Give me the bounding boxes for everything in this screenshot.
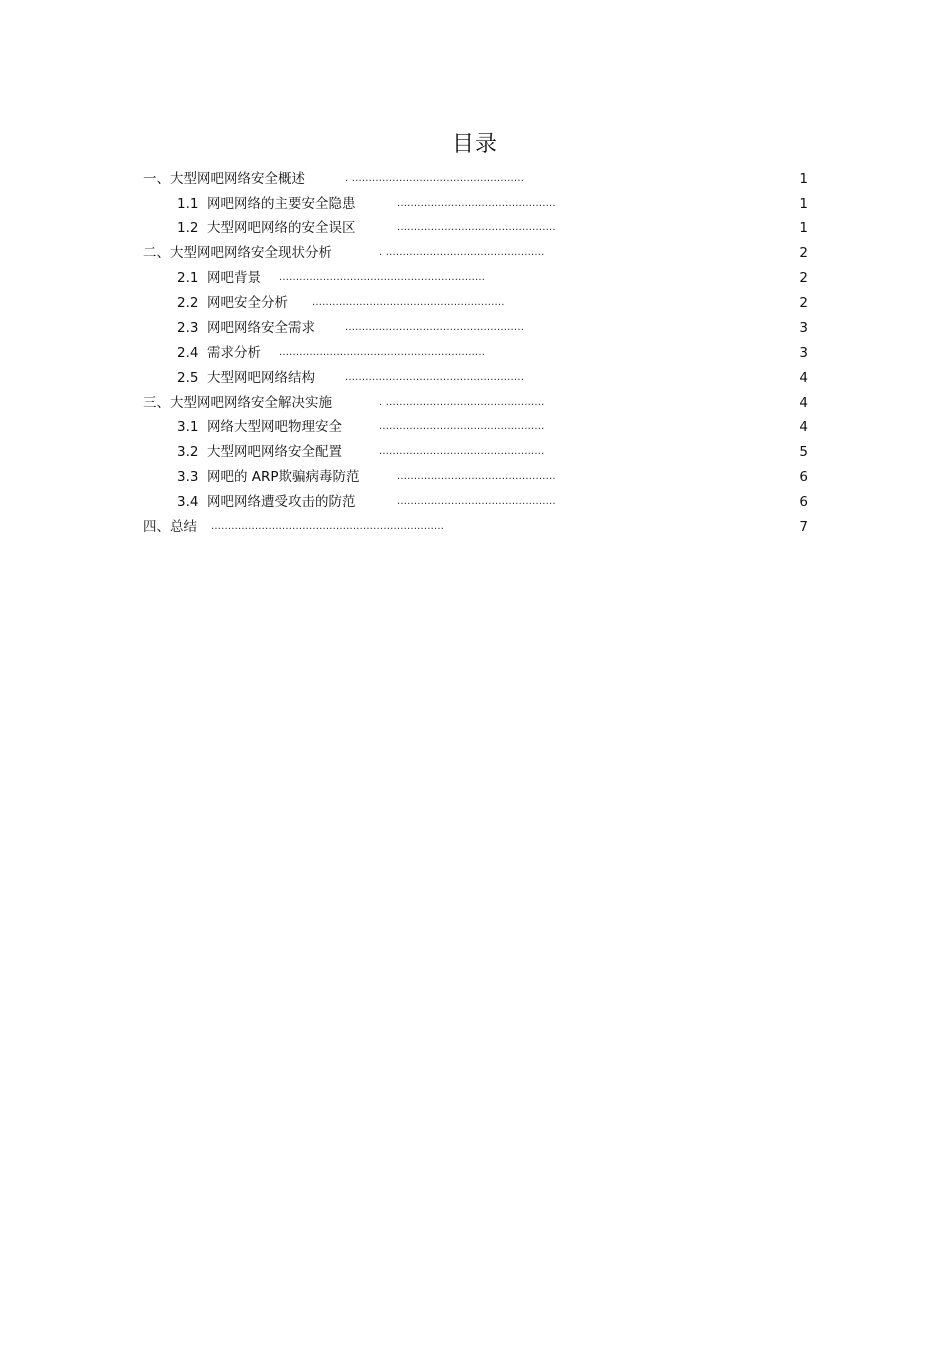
toc-leader-dots: ............................................... bbox=[397, 198, 556, 209]
toc-entry-title: 大型网吧网络的安全误区 bbox=[207, 220, 356, 236]
toc-entry-title: 四、总结 bbox=[143, 519, 197, 535]
toc-entry-title: 网吧网络安全需求 bbox=[207, 320, 315, 336]
toc-leader-dots: ..................................................... bbox=[345, 372, 525, 383]
toc-entry-title: 网吧背景 bbox=[207, 270, 261, 286]
toc-entry-3-2[interactable] bbox=[0, 442, 950, 462]
toc-section-number: 2.2 bbox=[177, 295, 199, 311]
toc-entry-2-5[interactable] bbox=[0, 368, 950, 388]
toc-leader-dots: ............................................... bbox=[397, 222, 556, 233]
toc-page-number: 4 bbox=[799, 419, 808, 435]
toc-page-number: 3 bbox=[799, 345, 808, 361]
toc-section-number: 2.3 bbox=[177, 320, 199, 336]
toc-entry-title: 需求分析 bbox=[207, 345, 261, 361]
toc-entry-2-3[interactable] bbox=[0, 318, 950, 338]
toc-entry-title: 一、大型网吧网络安全概述 bbox=[143, 171, 305, 187]
toc-entry-title: 三、大型网吧网络安全解决实施 bbox=[143, 395, 332, 411]
toc-entry-2-1[interactable] bbox=[0, 268, 950, 288]
toc-entry-3-4[interactable] bbox=[0, 492, 950, 512]
toc-page-number: 7 bbox=[799, 519, 808, 535]
toc-leader-dots: ................................................. bbox=[379, 421, 545, 432]
toc-section-number: 2.5 bbox=[177, 370, 199, 386]
toc-page-number: 2 bbox=[799, 270, 808, 286]
toc-entry-chapter-3[interactable] bbox=[0, 393, 950, 413]
toc-section-number: 3.4 bbox=[177, 494, 199, 510]
toc-section-number: 3.2 bbox=[177, 444, 199, 460]
toc-section-number: 3.3 bbox=[177, 469, 199, 485]
toc-entry-title: 大型网吧网络安全配置 bbox=[207, 444, 342, 460]
toc-leader-dots: . ............................................... bbox=[379, 247, 545, 258]
toc-entry-title: 网吧网络遭受攻击的防范 bbox=[207, 494, 356, 510]
toc-entry-title: 二、大型网吧网络安全现状分析 bbox=[143, 245, 332, 261]
toc-page-number: 6 bbox=[799, 469, 808, 485]
toc-title: 目录 bbox=[451, 132, 498, 157]
toc-entry-title: 大型网吧网络结构 bbox=[207, 370, 315, 386]
toc-entry-title: 网吧安全分析 bbox=[207, 295, 288, 311]
toc-leader-dots: . ................................................... bbox=[345, 173, 525, 184]
toc-page-number: 1 bbox=[799, 171, 808, 187]
toc-entry-3-3[interactable] bbox=[0, 467, 950, 487]
toc-section-number: 2.4 bbox=[177, 345, 199, 361]
toc-entry-chapter-1[interactable] bbox=[0, 169, 950, 189]
toc-leader-dots: ................................................. bbox=[379, 446, 545, 457]
toc-entry-1-1[interactable] bbox=[0, 194, 950, 214]
toc-entry-title: 网吧网络的主要安全隐患 bbox=[207, 196, 356, 212]
toc-entry-2-2[interactable] bbox=[0, 293, 950, 313]
toc-page-number: 2 bbox=[799, 295, 808, 311]
toc-page-number: 1 bbox=[799, 196, 808, 212]
toc-section-number: 1.2 bbox=[177, 220, 199, 236]
toc-entry-title: 网吧的 ARP欺骗病毒防范 bbox=[207, 469, 360, 485]
toc-page-number: 4 bbox=[799, 395, 808, 411]
toc-entry-chapter-4[interactable] bbox=[0, 517, 950, 537]
toc-leader-dots: ............................................................. bbox=[279, 272, 486, 283]
toc-entry-title: 网络大型网吧物理安全 bbox=[207, 419, 342, 435]
toc-page-number: 1 bbox=[799, 220, 808, 236]
toc-page-number: 3 bbox=[799, 320, 808, 336]
toc-section-number: 1.1 bbox=[177, 196, 199, 212]
toc-entry-chapter-2[interactable] bbox=[0, 243, 950, 263]
toc-page-number: 5 bbox=[799, 444, 808, 460]
toc-leader-dots: ......................................................... bbox=[312, 297, 505, 308]
toc-entry-3-1[interactable] bbox=[0, 417, 950, 437]
toc-entry-2-4[interactable] bbox=[0, 343, 950, 363]
toc-leader-dots: ............................................................. bbox=[279, 347, 486, 358]
toc-leader-dots: ............................................... bbox=[397, 496, 556, 507]
toc-leader-dots: ............................................... bbox=[397, 471, 556, 482]
toc-section-number: 3.1 bbox=[177, 419, 199, 435]
toc-entry-1-2[interactable] bbox=[0, 218, 950, 238]
toc-page-number: 4 bbox=[799, 370, 808, 386]
toc-page-number: 2 bbox=[799, 245, 808, 261]
toc-leader-dots: ..................................................................... bbox=[211, 521, 445, 532]
toc-section-number: 2.1 bbox=[177, 270, 199, 286]
toc-leader-dots: ..................................................... bbox=[345, 322, 525, 333]
toc-page-number: 6 bbox=[799, 494, 808, 510]
toc-leader-dots: . ............................................... bbox=[379, 397, 545, 408]
